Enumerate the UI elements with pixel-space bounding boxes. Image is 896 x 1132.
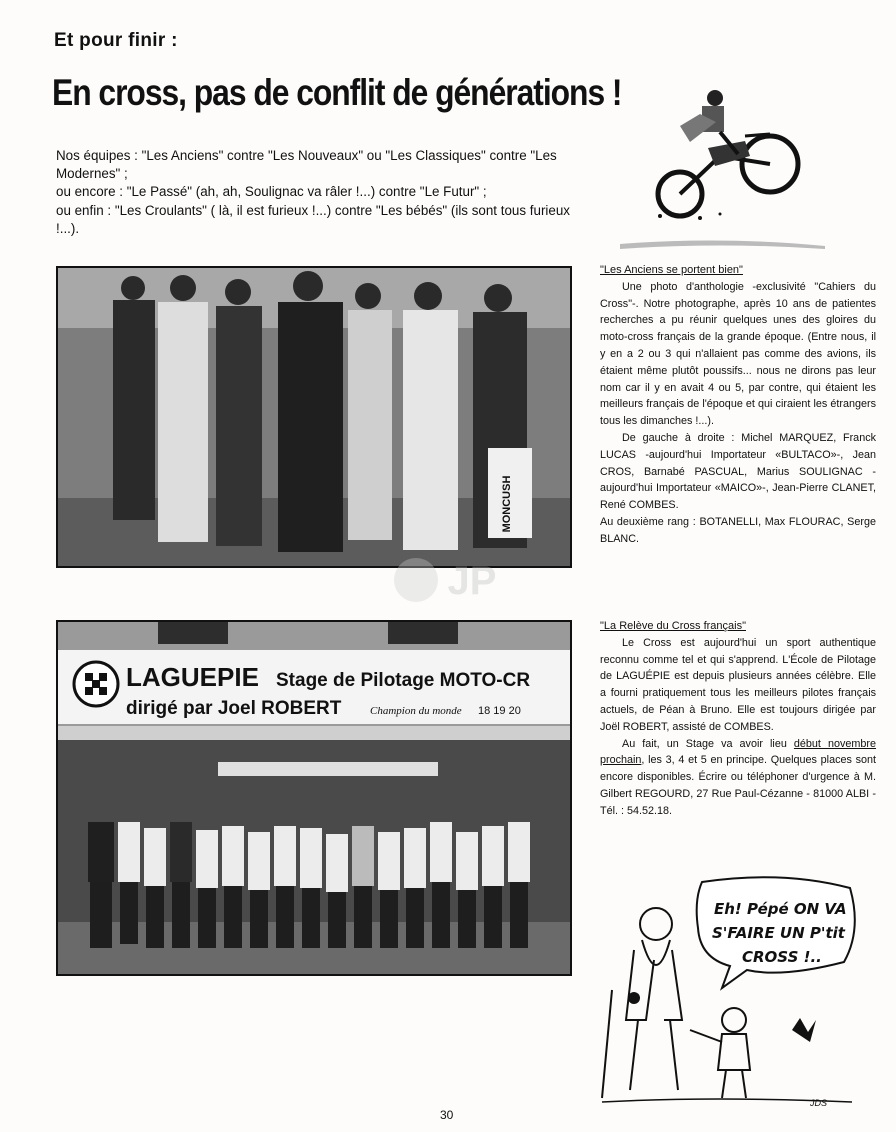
section-1-paragraph-3: Au deuxième rang : BOTANELLI, Max FLOURAC, Serge BLANC.: [600, 515, 876, 545]
watermark-text: JP: [447, 559, 497, 603]
page-number: 30: [440, 1108, 454, 1122]
intro-line-3: ou enfin : "Les Croulants" ( là, il est furieux !...) contre "Les bébés" (ils sont tous furieux !...).: [56, 202, 570, 236]
cartoon-signature: JDS: [810, 1098, 828, 1108]
section-kicker: Et pour finir :: [54, 30, 178, 51]
intro-line-2: ou encore : "Le Passé" (ah, ah, Soulignac va râler !...) contre "Le Futur" ;: [56, 184, 487, 200]
section-2-paragraph-2: [600, 736, 876, 820]
watermark-logo: [388, 536, 508, 616]
photo-sign-text: MONCUSH: [501, 475, 513, 533]
article-headline: En cross, pas de conflit de générations !: [52, 72, 622, 113]
cartoon-illustration: [572, 870, 862, 1110]
section-title-les-anciens: "Les Anciens se portent bien": [600, 264, 743, 276]
article-section-les-anciens: [600, 262, 876, 548]
intro-paragraph: [56, 147, 596, 238]
article-section-la-releve: [600, 618, 876, 820]
section-1-paragraph-1: Une photo d'anthologie -exclusivité "Cahiers du Cross"-. Notre photographe, après 10 ans de patientes recherches a pu réunir quelques unes des gloires du moto-cross français de la grande époque. (Entre nous, il y en a 2 ou 3 qui n'allaient pas comme des avions, ils étaient même plutôt poussifs... nous ne dirons pas leur nom car il y en avait 4 ou 5, par contre, qui étaient les meilleurs français de l'époque et qui ciraient les étrangers tous les dimanches !...).: [600, 280, 876, 428]
section-2-p2-before: Au fait, un Stage va avoir lieu: [622, 737, 794, 750]
bubble-line-1: Eh! Pépé ON VA: [714, 900, 847, 918]
section-2-p2-date: début novembre prochain: [600, 737, 877, 767]
photo-la-releve: [56, 620, 572, 976]
section-2-paragraph-1: Le Cross est aujourd'hui un sport authentique reconnu comme tel et qui s'apprend. L'École de Pilotage de LAGUÉPIE est depuis plusieurs années célèbre. Elle a fourni pratiquement tous les meilleurs pilotes français actuels, de Péan à Bruno. Elle est toujours dirigée par Joël ROBERT, assisté de COMBES.: [600, 636, 876, 733]
child-figure: [690, 1008, 750, 1098]
bubble-line-3: CROSS !..: [742, 948, 822, 966]
section-1-paragraph-2: De gauche à droite : Michel MARQUEZ, Franck LUCAS -aujourd'hui Importateur «BULTACO»-, Jean CROS, Barnabé PASCUAL, Marius SOULIGNAC -aujourd'hui Importateur «MAICO»-, Jean-Pierre CLANET, René COMBES.: [600, 431, 876, 512]
intro-line-1: Nos équipes : "Les Anciens" contre "Les Nouveaux" ou "Les Classiques" contre "Les Modernes" ;: [56, 148, 557, 182]
banner-club-name: LAGUEPIE: [126, 662, 259, 692]
section-title-la-releve: "La Relève du Cross français": [600, 620, 746, 632]
old-rider-figure: [602, 908, 682, 1098]
photo-les-anciens: [56, 266, 572, 568]
motocross-rider-illustration: [620, 86, 830, 256]
section-2-p2-after: , les 3, 4 et 5 en principe. Quelques places sont encore disponibles. Écrire ou téléphoner d'urgence à M. Gilbert REGOURD, 27 Rue Paul-Cézanne - 81000 ALBI - Tél. : 54.52.18.: [600, 754, 876, 817]
bubble-line-2: S'FAIRE UN P'tit: [712, 924, 845, 942]
banner-line-1: Stage de Pilotage MOTO-CR: [276, 670, 531, 691]
banner-subtitle: Champion du monde: [370, 705, 462, 717]
banner-line-2: dirigé par Joel ROBERT: [126, 698, 342, 719]
banner-dates: 18 19 20: [478, 705, 521, 717]
